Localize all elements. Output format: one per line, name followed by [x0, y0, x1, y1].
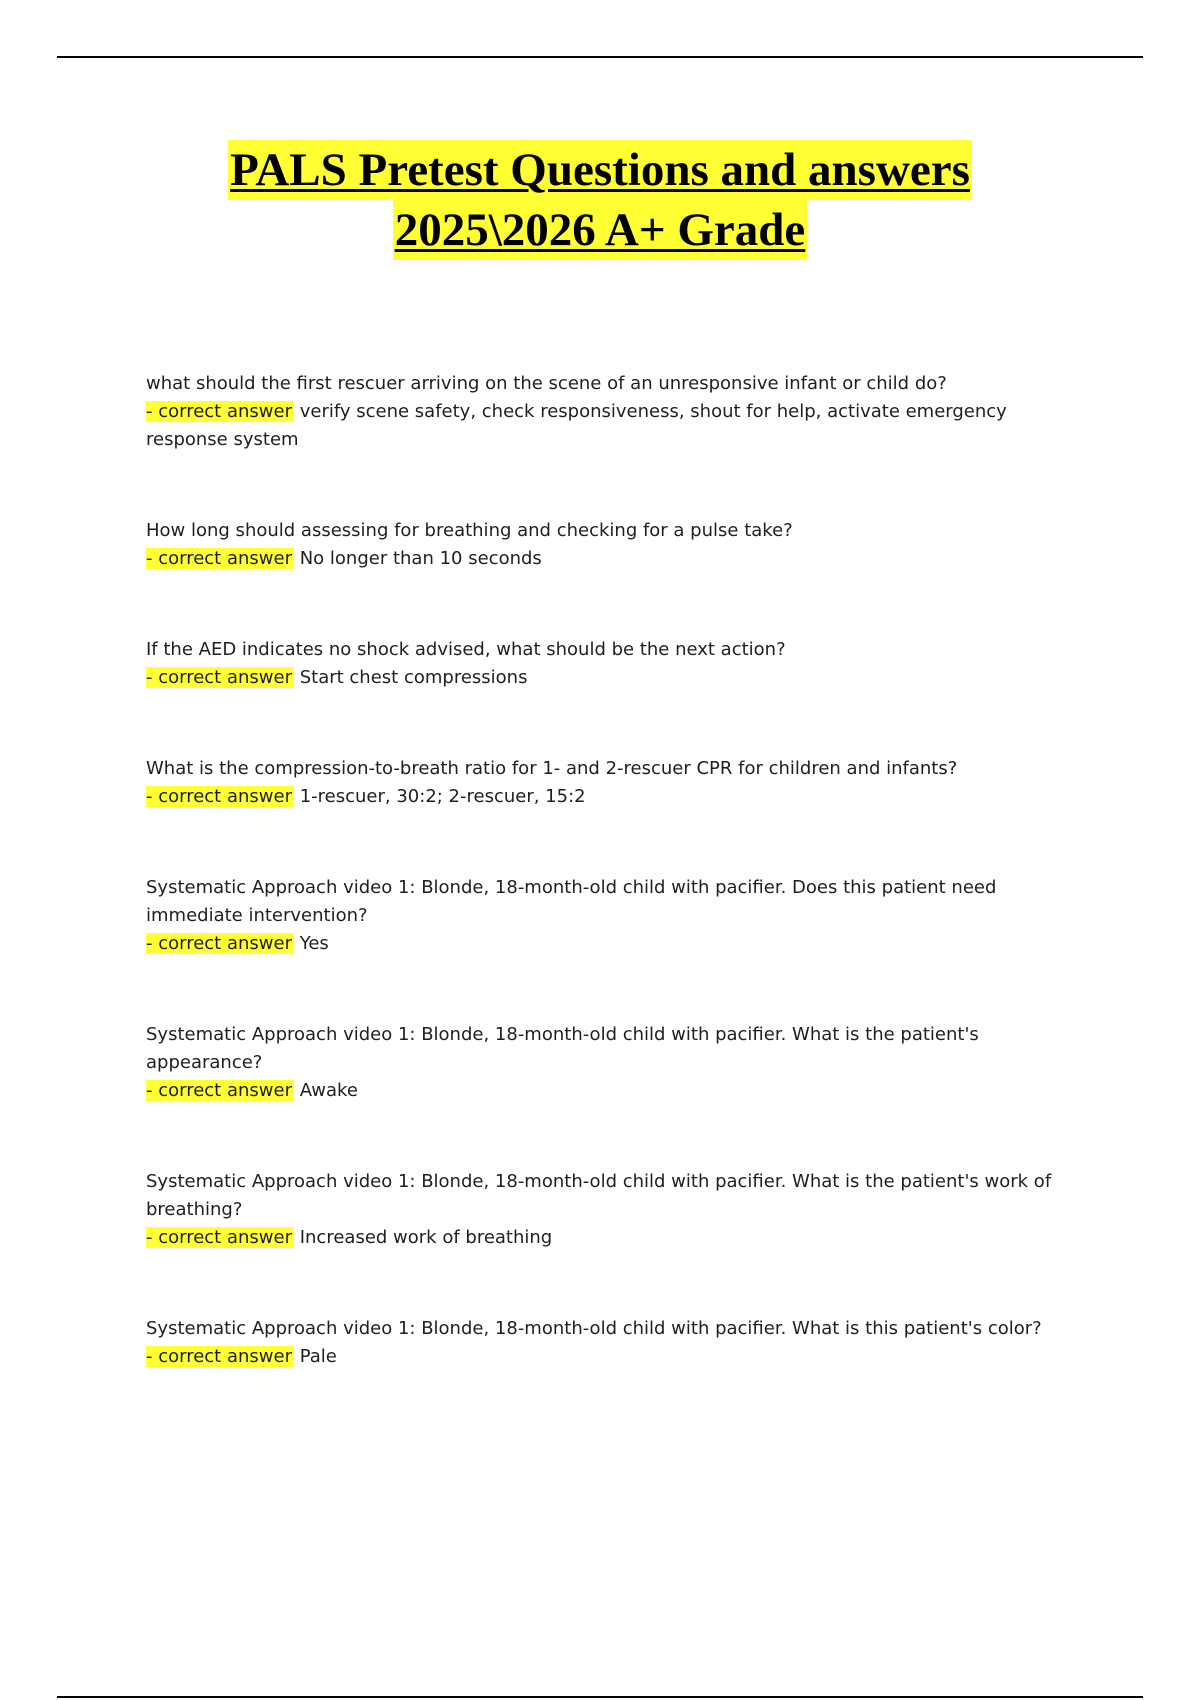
correct-answer-marker: - correct answer [146, 933, 292, 954]
correct-answer-marker: - correct answer [146, 1346, 292, 1367]
document-title [0, 140, 1200, 260]
correct-answer-marker: - correct answer [146, 548, 292, 569]
correct-answer-marker: - correct answer [146, 1227, 292, 1248]
answer-text: Pale [299, 1346, 337, 1367]
answer-line [146, 1077, 1086, 1105]
qa-item-6 [146, 1021, 1086, 1105]
qa-item-7 [146, 1168, 1086, 1252]
answer-line [146, 398, 1086, 454]
qa-list [146, 370, 1086, 1371]
answer-line [146, 664, 1086, 692]
answer-line [146, 545, 1086, 573]
question-text: what should the first rescuer arriving on the scene of an unresponsive infant or child do? [146, 373, 947, 394]
answer-text: verify scene safety, check responsiveness, shout for help, activate emergency response system [146, 401, 1007, 450]
answer-text: No longer than 10 seconds [299, 548, 542, 569]
answer-text: 1-rescuer, 30:2; 2-rescuer, 15:2 [299, 786, 586, 807]
answer-line [146, 1343, 1086, 1371]
answer-text: Increased work of breathing [299, 1227, 553, 1248]
qa-item-5 [146, 874, 1086, 958]
title-line-1: PALS Pretest Questions and answers [228, 140, 972, 200]
question-text: Systematic Approach video 1: Blonde, 18-month-old child with pacifier. What is this patient's color? [146, 1318, 1042, 1339]
question-text: Systematic Approach video 1: Blonde, 18-month-old child with pacifier. What is the patient's appearance? [146, 1024, 979, 1073]
answer-text: Start chest compressions [299, 667, 528, 688]
answer-line [146, 1224, 1086, 1252]
correct-answer-marker: - correct answer [146, 401, 292, 422]
qa-item-8 [146, 1315, 1086, 1371]
qa-item-3 [146, 636, 1086, 692]
question-text: If the AED indicates no shock advised, what should be the next action? [146, 639, 786, 660]
qa-item-1 [146, 370, 1086, 454]
question-text: Systematic Approach video 1: Blonde, 18-month-old child with pacifier. What is the patient's work of breathing? [146, 1171, 1052, 1220]
answer-line [146, 783, 1086, 811]
correct-answer-marker: - correct answer [146, 1080, 292, 1101]
answer-line [146, 930, 1086, 958]
correct-answer-marker: - correct answer [146, 667, 292, 688]
qa-item-2 [146, 517, 1086, 573]
qa-item-4 [146, 755, 1086, 811]
question-text: What is the compression-to-breath ratio for 1- and 2-rescuer CPR for children and infants? [146, 758, 958, 779]
title-line-2: 2025\2026 A+ Grade [393, 200, 808, 260]
bottom-rule [57, 1696, 1143, 1698]
question-text: How long should assessing for breathing and checking for a pulse take? [146, 520, 793, 541]
answer-text: Yes [299, 933, 329, 954]
top-rule [57, 56, 1143, 58]
answer-text: Awake [299, 1080, 358, 1101]
question-text: Systematic Approach video 1: Blonde, 18-month-old child with pacifier. Does this patient need immediate intervention? [146, 877, 997, 926]
correct-answer-marker: - correct answer [146, 786, 292, 807]
